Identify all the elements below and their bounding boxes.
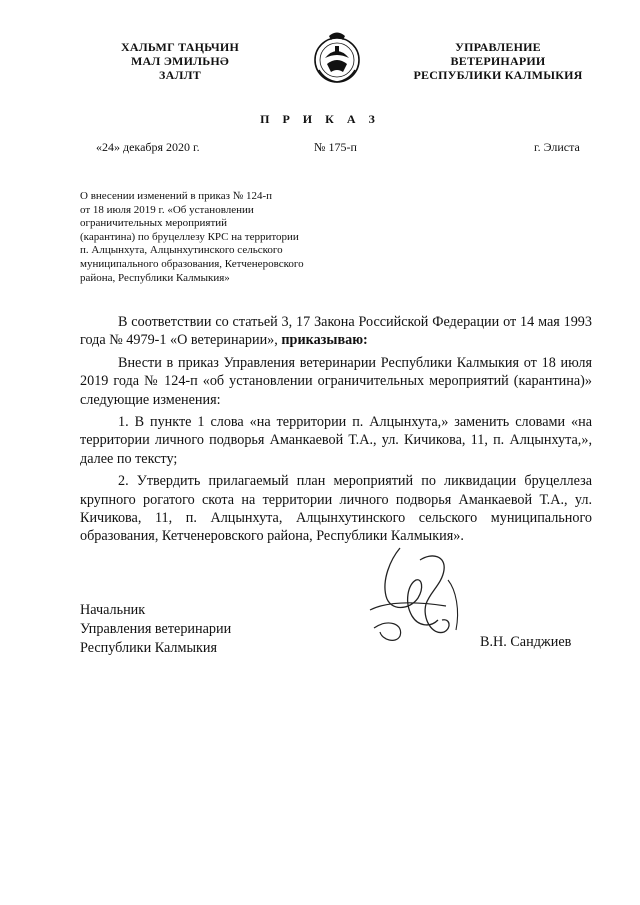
subject-line: от 18 июля 2019 г. «Об установлении [80, 203, 254, 216]
body-paragraph-item-1: 1. В пункте 1 слова «на территории п. Алцынхута,» заменить словами «на территории личного подворья Аманкаевой Т.А., ул. Кичикова, 11, п. Алцынхута,», далее по тексту; [80, 414, 592, 467]
body-paragraph-instruction: Внести в приказ Управления ветеринарии Республики Калмыкия от 18 июля 2019 года № 124-п «об установлении ограничительных мероприятий (карантина)» следующие изменения: [80, 354, 592, 408]
order-number: № 175-п [314, 140, 357, 154]
header-right-line: ВЕТЕРИНАРИИ [450, 54, 546, 68]
document-title: П Р И К А З [260, 112, 380, 126]
subject-line: ограничительных мероприятий [80, 217, 228, 230]
order-subject [80, 190, 380, 285]
header-right-org [398, 40, 598, 82]
order-city: г. Элиста [534, 140, 580, 154]
signatory-name: В.Н. Санджиев [480, 634, 572, 650]
signatory-position-line: Начальник [80, 602, 146, 618]
subject-line: О внесении изменений в приказ № 124-п [80, 190, 273, 202]
header-right-line: РЕСПУБЛИКИ КАЛМЫКИЯ [413, 68, 583, 82]
subject-line: п. Алцынхута, Алцынхутинского сельского [80, 244, 283, 257]
body-paragraph-item-2: 2. Утвердить прилагаемый план мероприятий по ликвидации бруцеллеза крупного рогатого скота на территории личного подворья Аманкаевой Т.А., ул. Кичикова, 11, п. Алцынхута, Алцынхутинского сельского муниципального образования, Кетченеровского района, Республики Калмыкия». [80, 473, 592, 545]
subject-line: муниципального образования, Кетченеровского [80, 257, 304, 270]
handwritten-signature [360, 540, 480, 650]
header-left-line: МАЛ ЭМИЛЬНӘ [130, 54, 229, 68]
kalmykia-emblem-icon [311, 30, 363, 88]
header-left-line: ХАЛЬМГ ТАҢЬЧИН [121, 40, 239, 54]
subject-line: района, Республики Калмыкия» [80, 271, 230, 284]
signatory-position [80, 601, 231, 658]
preamble-text: В соответствии со статьей 3, 17 Закона Российской Федерации от 14 мая 1993 года № 4979-1 «О ветеринарии», [80, 314, 592, 349]
signatory-position-line: Управления ветеринарии [80, 621, 232, 637]
order-body [80, 313, 592, 546]
header-left-line: ЗАЛЛТ [159, 68, 201, 82]
subject-line: (карантина) по бруцеллезу КРС на территории [80, 230, 299, 243]
signatory-position-line: Республики Калмыкия [80, 640, 218, 656]
body-paragraph-preamble [80, 313, 592, 350]
order-verb: приказываю: [281, 332, 368, 349]
order-date: «24» декабря 2020 г. [96, 140, 200, 154]
header-left-org [100, 40, 260, 82]
header-right-line: УПРАВЛЕНИЕ [455, 40, 541, 54]
